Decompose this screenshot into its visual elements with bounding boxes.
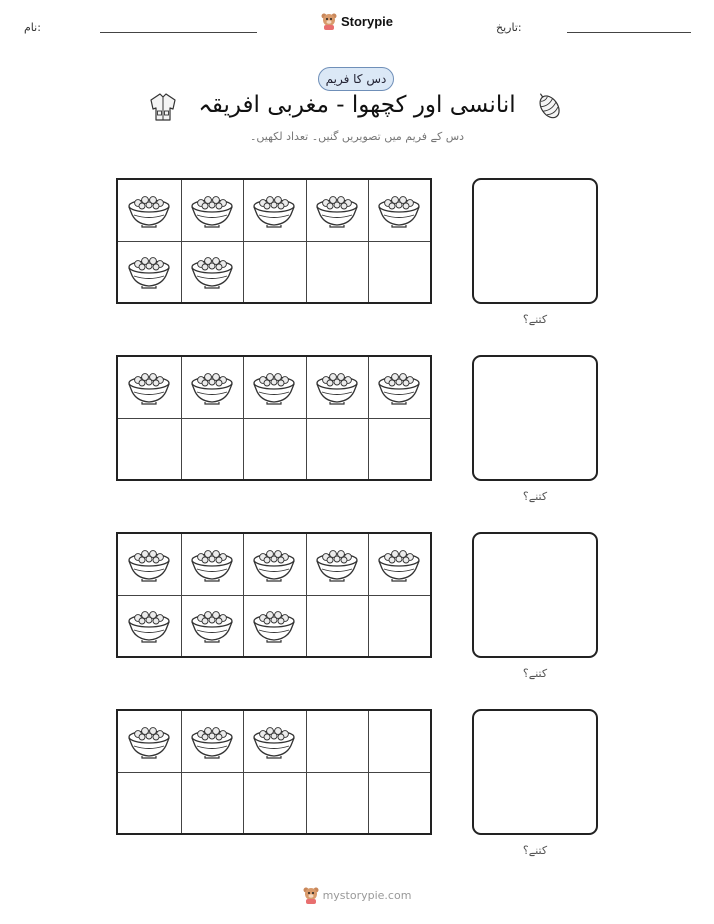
stew-bowl-icon [189, 191, 235, 229]
pinecone-icon [533, 90, 565, 122]
frame-cell [181, 180, 244, 241]
brand-name: Storypie [340, 13, 393, 29]
frame-cell [118, 772, 181, 833]
frame-cell [243, 357, 306, 418]
answer-box[interactable] [472, 709, 598, 835]
stew-bowl-icon [251, 722, 297, 760]
frame-cell [368, 418, 431, 479]
stew-bowl-icon [189, 252, 235, 290]
worksheet-type-badge [318, 67, 394, 91]
frame-cell [243, 772, 306, 833]
frame-cell [181, 772, 244, 833]
ten-frame [116, 355, 432, 481]
frame-cell [368, 595, 431, 656]
frame-cell [368, 772, 431, 833]
stew-bowl-icon [251, 191, 297, 229]
stew-bowl-icon [189, 545, 235, 583]
frame-cell [181, 711, 244, 772]
stew-bowl-icon [314, 368, 360, 406]
frame-cell [118, 534, 181, 595]
stew-bowl-icon [376, 545, 422, 583]
frame-cell [306, 241, 369, 302]
frame-cell [181, 534, 244, 595]
footer [0, 886, 714, 904]
frame-cell [306, 595, 369, 656]
how-many-label: کتنے؟ [522, 667, 548, 680]
answer-box[interactable] [472, 178, 598, 304]
frame-cell [368, 711, 431, 772]
frame-cell [243, 418, 306, 479]
brand-logo [0, 12, 714, 30]
how-many-label: کتنے؟ [522, 844, 548, 857]
ten-frame [116, 178, 432, 304]
frame-cell [306, 180, 369, 241]
stew-bowl-icon [126, 252, 172, 290]
stew-bowl-icon [251, 545, 297, 583]
badge-text: دس کا فریم [325, 72, 387, 86]
stew-bowl-icon [126, 606, 172, 644]
stew-bowl-icon [126, 368, 172, 406]
frame-cell [306, 711, 369, 772]
frame-cell [306, 772, 369, 833]
frame-cell [306, 357, 369, 418]
stew-bowl-icon [126, 722, 172, 760]
frame-cell [306, 534, 369, 595]
stew-bowl-icon [251, 368, 297, 406]
frame-cell [243, 180, 306, 241]
bear-mascot-icon [321, 12, 337, 30]
frame-cell [243, 534, 306, 595]
answer-box[interactable] [472, 532, 598, 658]
date-label: تاریخ: [496, 21, 522, 34]
stew-bowl-icon [126, 545, 172, 583]
frame-cell [118, 595, 181, 656]
ten-frame [116, 532, 432, 658]
frame-cell [181, 595, 244, 656]
frame-cell [368, 180, 431, 241]
stew-bowl-icon [251, 606, 297, 644]
answer-box[interactable] [472, 355, 598, 481]
frame-cell [118, 711, 181, 772]
stew-bowl-icon [189, 368, 235, 406]
frame-cell [243, 595, 306, 656]
worksheet-title: انانسی اور کچھوا - مغربی افریقہ [198, 92, 516, 118]
name-label: نام: [24, 21, 41, 34]
frame-cell [368, 534, 431, 595]
frame-cell [118, 180, 181, 241]
worksheet-instructions: دس کے فریم میں تصویریں گنیں۔ تعداد لکھیں۔ [249, 130, 465, 143]
date-line[interactable] [567, 32, 691, 33]
stew-bowl-icon [314, 191, 360, 229]
name-line[interactable] [100, 32, 257, 33]
stew-bowl-icon [314, 545, 360, 583]
frame-cell [306, 418, 369, 479]
stew-bowl-icon [376, 368, 422, 406]
footer-url[interactable]: mystorypie.com [322, 888, 412, 902]
bear-mascot-icon [303, 886, 319, 904]
ten-frame [116, 709, 432, 835]
stew-bowl-icon [189, 606, 235, 644]
frame-cell [118, 241, 181, 302]
stew-bowl-icon [376, 191, 422, 229]
frame-cell [243, 241, 306, 302]
frame-cell [243, 711, 306, 772]
frame-cell [181, 418, 244, 479]
frame-cell [368, 241, 431, 302]
frame-cell [181, 241, 244, 302]
frame-cell [368, 357, 431, 418]
frame-cell [181, 357, 244, 418]
how-many-label: کتنے؟ [522, 490, 548, 503]
frame-cell [118, 418, 181, 479]
how-many-label: کتنے؟ [522, 313, 548, 326]
frame-cell [118, 357, 181, 418]
stew-bowl-icon [189, 722, 235, 760]
stew-bowl-icon [126, 191, 172, 229]
